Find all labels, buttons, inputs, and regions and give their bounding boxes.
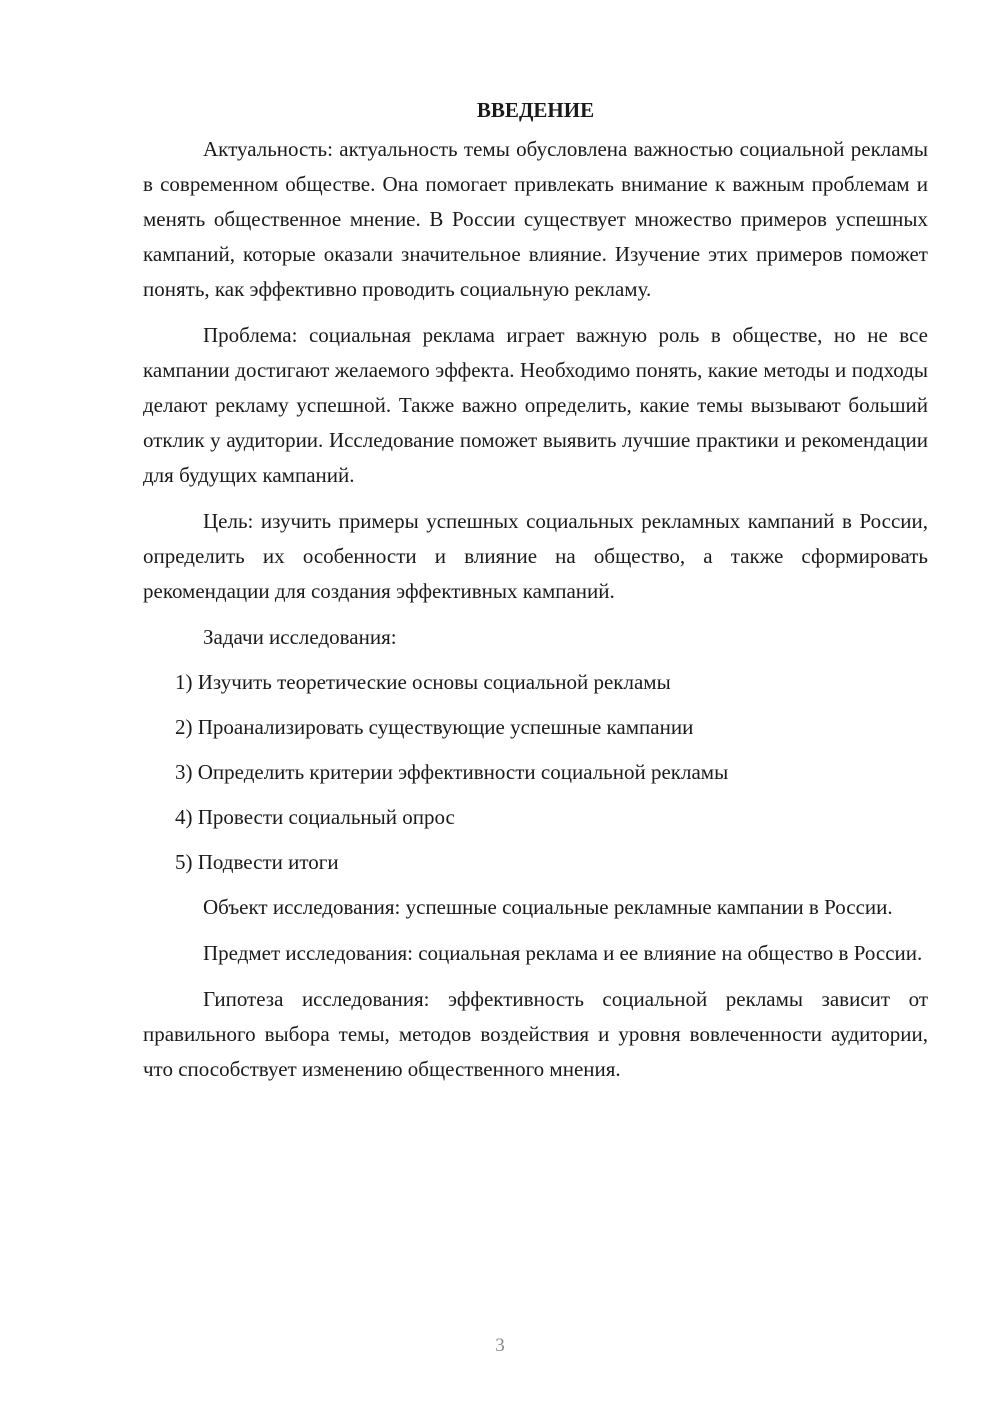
page-title: ВВЕДЕНИЕ xyxy=(476,98,595,122)
problem-paragraph: Проблема: социальная реклама играет важную роль в обществе, но не все кампании достигают желаемого эффекта. Необходимо понять, какие методы и подходы делают рекламу успешной. Также важно определить, какие темы вызывают больший отклик у аудитории. Исследование поможет выявить лучшие практики и рекомендации для будущих кампаний. xyxy=(143,323,928,487)
task-item: 1) Изучить теоретические основы социальной рекламы xyxy=(175,670,671,694)
object-paragraph: Объект исследования: успешные социальные рекламные кампании в России. xyxy=(203,895,893,919)
subject-paragraph: Предмет исследования: социальная реклама и ее влияние на общество в России. xyxy=(203,941,923,965)
task-item: 2) Проанализировать существующие успешные кампании xyxy=(175,715,694,739)
task-item: 4) Провести социальный опрос xyxy=(175,805,455,829)
relevance-paragraph: Актуальность: актуальность темы обусловлена важностью социальной рекламы в современном обществе. Она помогает привлекать внимание к важным проблемам и менять общественное мнение. В России существует множество примеров успешных кампаний, которые оказали значительное влияние. Изучение этих примеров поможет понять, как эффективно проводить социальную рекламу. xyxy=(143,137,928,301)
hypothesis-paragraph: Гипотеза исследования: эффективность социальной рекламы зависит от правильного выбора темы, методов воздействия и уровня вовлеченности аудитории, что способствует изменению общественного мнения. xyxy=(143,987,928,1081)
page-number: 3 xyxy=(495,1335,505,1356)
task-list xyxy=(143,665,928,880)
tasks-heading: Задачи исследования: xyxy=(203,625,397,649)
document-page xyxy=(143,92,928,1087)
task-item: 5) Подвести итоги xyxy=(175,850,339,874)
task-item: 3) Определить критерии эффективности социальной рекламы xyxy=(175,760,729,784)
goal-paragraph: Цель: изучить примеры успешных социальных рекламных кампаний в России, определить их особенности и влияние на общество, а также сформировать рекомендации для создания эффективных кампаний. xyxy=(143,509,928,603)
